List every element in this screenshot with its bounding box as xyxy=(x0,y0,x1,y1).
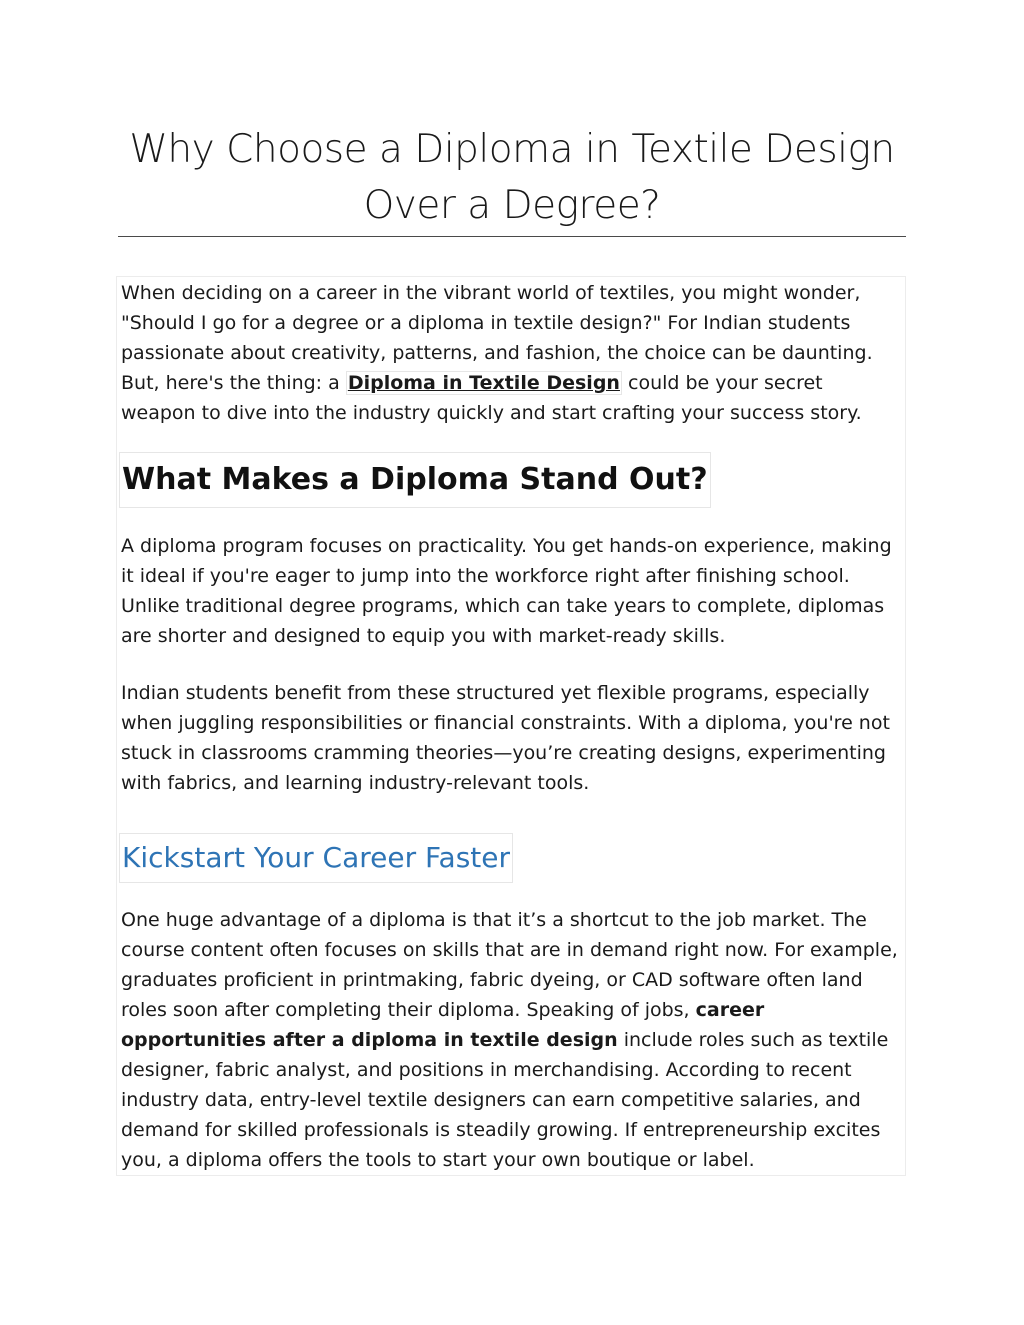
section2-text-after-bold: include roles such as textile designer, fabric analyst, and positions in merchandising. According to recent industry data, entry-level textile designers can earn competitive salaries, and demand for skilled professionals is steadily growing. If entrepreneurship excites you, a diploma offers the tools to start your own boutique or label. xyxy=(121,1029,889,1171)
title-divider xyxy=(118,236,906,237)
diploma-in-textile-design-link[interactable]: Diploma in Textile Design xyxy=(347,372,620,394)
intro-text-before-link: When deciding on a career in the vibrant world of textiles, you might wonder, "Should I go for a degree or a diploma in textile design?" For Indian students passionate about creativity, patterns, and fashion, the choice can be daunting. But, here's the thing: a xyxy=(121,282,873,394)
page-title xyxy=(118,122,906,234)
intro-text-after-link: could be your secret weapon to dive into the industry quickly and start crafting your success story. xyxy=(121,372,862,424)
section-heading-kickstart-career: Kickstart Your Career Faster xyxy=(119,833,513,883)
career-opportunities-bold-text: career opportunities after a diploma in textile design xyxy=(121,999,765,1051)
page-title-line-1: Why Choose a Diploma in Textile Design xyxy=(129,127,895,172)
section2-paragraph xyxy=(121,905,901,1175)
page-title-line-2: Over a Degree? xyxy=(363,183,661,228)
section1-paragraph-2: Indian students benefit from these structured yet flexible programs, especially when juggling responsibilities or financial constraints. With a diploma, you're not stuck in classrooms cramming theories—you’re creating designs, experimenting with fabrics, and learning industry-relevant tools. xyxy=(121,682,890,794)
intro-paragraph xyxy=(121,278,901,428)
section-heading-what-makes-diploma-stand-out: What Makes a Diploma Stand Out? xyxy=(119,452,711,508)
section1-paragraph-1: A diploma program focuses on practicality. You get hands-on experience, making it ideal if you're eager to jump into the workforce right after finishing school. Unlike traditional degree programs, which can take years to complete, diplomas are shorter and designed to equip you with market-ready skills. xyxy=(121,535,892,647)
section2-text-before-bold: One huge advantage of a diploma is that it’s a shortcut to the job market. The course content often focuses on skills that are in demand right now. For example, graduates proficient in printmaking, fabric dyeing, or CAD software often land roles soon after completing their diploma. Speaking of jobs, xyxy=(121,909,898,1021)
